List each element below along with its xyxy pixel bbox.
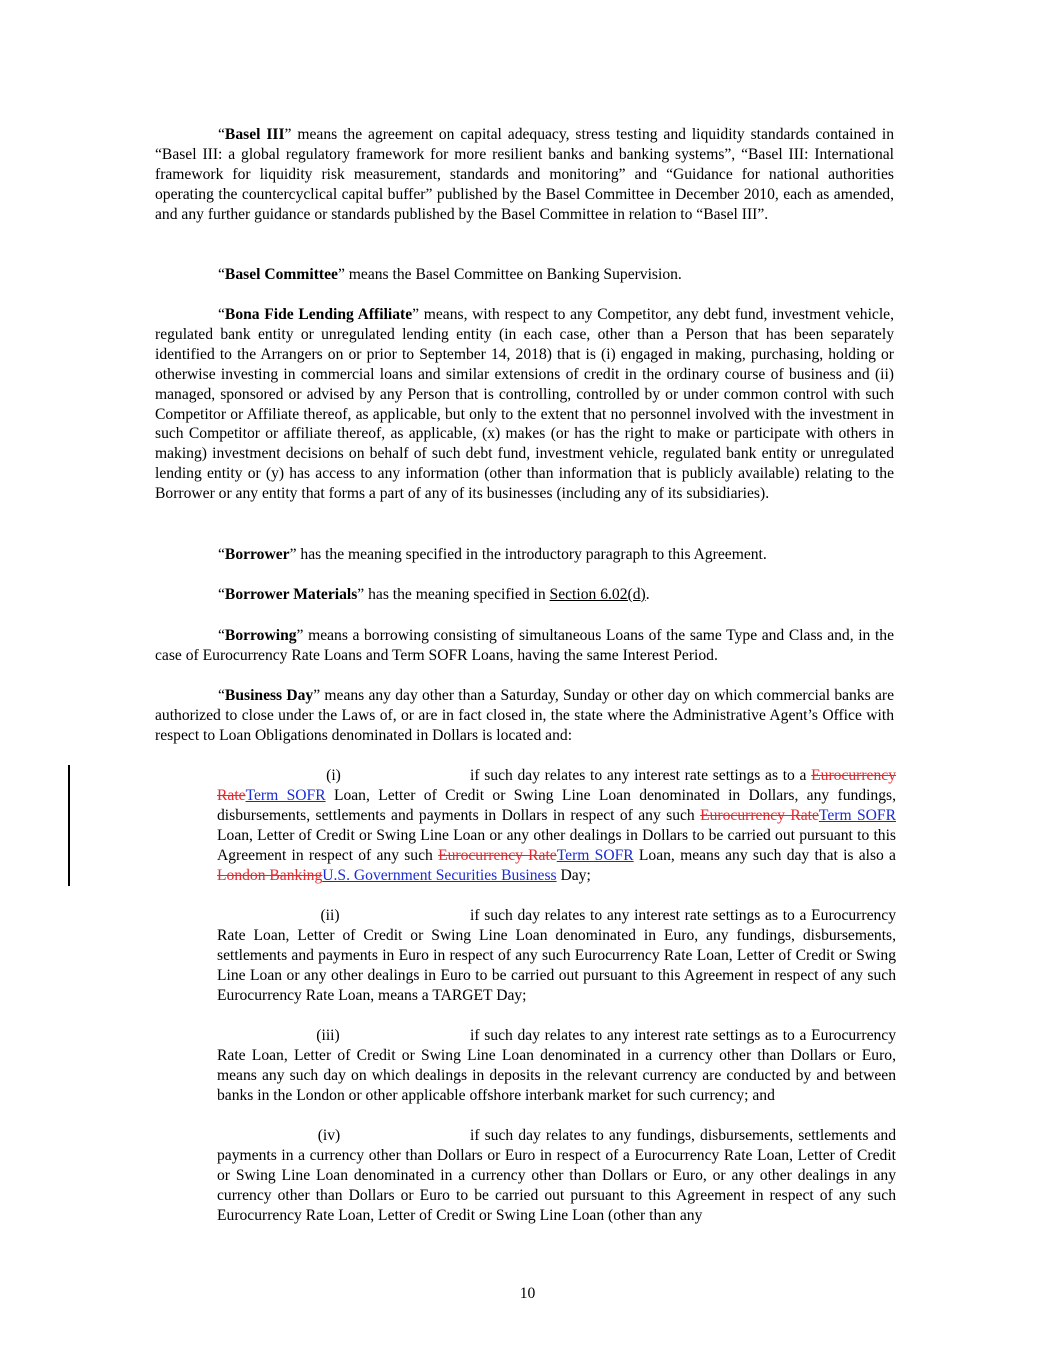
deleted-text: Eurocurrency Rate xyxy=(217,767,896,804)
inserted-text: Term SOFR xyxy=(556,846,634,864)
defined-term: Borrower xyxy=(224,546,290,563)
definition-text: ” means any day other than a Saturday, Sunday or other day on which commercial banks are authorized to close under the Laws of, or are in fact closed in, the state where the Administrative Agent’s Office with respect to Loan Obligations denominated in Dollars is located and: xyxy=(155,687,894,744)
clause-number: (iv) xyxy=(317,1127,341,1144)
defined-term: Basel Committee xyxy=(224,266,338,283)
definition-bona-fide-lending-affiliate: “Bona Fide Lending Affiliate” means, with respect to any Competitor, any debt fund, investment vehicle, regulated bank entity or unregulated lending entity (in each case, other than a Person that has been separately identified to the Arrangers on or prior to September 14, 2018) that is (i) engaged in making, purchasing, holding or otherwise investing in commercial loans and similar extensions of credit in the ordinary course of business and (ii) managed, sponsored or advised by any Person that is controlling, controlled by or under common control with such Competitor or Affiliate thereof, as applicable, but only to the extent that no personnel involved with the investment in such Competitor or affiliate thereof, as applicable, (x) makes (or has the right to make or participate with others in making) investment decisions on behalf of such debt fund, investment vehicle, regulated bank entity or unregulated lending entity or (y) has access to any information (other than information that is publicly available) relating to the Borrower or any entity that forms a part of any of its businesses (including any of its subsidiaries). xyxy=(155,306,894,503)
business-day-clause-ii: (ii) if such day relates to any interest rate settings as to a Eurocurrency Rate Loan, Letter of Credit or Swing Line Loan denominated in Euro, any fundings, disbursements, settlements and payments in Euro in respect of any such Eurocurrency Rate Loan, Letter of Credit or Swing Line Loan or any other dealings in Euro to be carried out pursuant to this Agreement in respect of any such Eurocurrency Rate Loan, means a TARGET Day; xyxy=(217,907,896,1004)
definition-text: ” means the agreement on capital adequacy, stress testing and liquidity standards contained in “Basel III: a global regulatory framework for more resilient banks and banking systems”, “Basel III: International framework for liquidity risk measurement, standards and monitoring” and “Guidance for national authorities operating the countercyclical capital buffer” published by the Basel Committee in December 2010, each as amended, and any further guidance or standards published by the Basel Committee in relation to “Basel III”. xyxy=(155,126,895,223)
defined-term: Borrower Materials xyxy=(224,586,358,603)
definition-basel-iii: “Basel III” means the agreement on capital adequacy, stress testing and liquidity standards contained in “Basel III: a global regulatory framework for more resilient banks and banking systems”, “Basel III: International framework for liquidity risk measurement, standards and monitoring” and “Guidance for national authorities operating the countercyclical capital buffer” published by the Basel Committee in December 2010, each as amended, and any further guidance or standards published by the Basel Committee in relation to “Basel III”. xyxy=(155,126,895,223)
definition-borrowing: “Borrowing” means a borrowing consisting of simultaneous Loans of the same Type and Class and, in the case of Eurocurrency Rate Loans and Term SOFR Loans, having the same Interest Period. xyxy=(155,627,894,664)
definition-text: ” means the Basel Committee on Banking Supervision. xyxy=(337,266,682,283)
deleted-text: London Banking xyxy=(217,866,323,884)
defined-term: Borrowing xyxy=(224,627,297,644)
business-day-clause-iv: (iv) if such day relates to any fundings, disbursements, settlements and payments in a currency other than Dollars or Euro in respect of a Eurocurrency Rate Loan, Letter of Credit or Swing Line Loan denominated in a currency other than Dollars or Euro, or any other dealings in any currency other than Dollars or Euro to be carried out pursuant to this Agreement in respect of any such Eurocurrency Rate Loan, Letter of Credit or Swing Line Loan (other than any xyxy=(217,1127,896,1224)
inserted-text: Term SOFR xyxy=(818,806,896,824)
inserted-text: U.S. Government Securities Business xyxy=(322,866,557,884)
clause-number: (i) xyxy=(326,767,341,784)
business-day-clause-i: (i) if such day relates to any interest rate settings as to a Eurocurrency RateTerm SOFR Loan, Letter of Credit or Swing Line Loan denominated in Dollars, any fundings, disbursements, settlements and payments in Dollars in respect of any such Eurocurrency RateTerm SOFR Loan, Letter of Credit or Swing Line Loan or any other dealings in Dollars to be carried out pursuant to this Agreement in respect of any such Eurocurrency RateTerm SOFR Loan, means any such day that is also a London BankingU.S. Government Securities Business Day; xyxy=(217,767,896,884)
definition-borrower-materials: “Borrower Materials” has the meaning specified in Section 6.02(d). xyxy=(218,586,650,603)
clause-number: (ii) xyxy=(320,907,340,924)
definition-basel-committee: “Basel Committee” means the Basel Committee on Banking Supervision. xyxy=(218,266,682,283)
inserted-text: Term SOFR xyxy=(245,786,326,804)
defined-term: Business Day xyxy=(224,687,314,704)
definition-text: ” has the meaning specified in xyxy=(357,586,550,603)
deleted-text: Eurocurrency Rate xyxy=(438,846,557,864)
defined-term: Bona Fide Lending Affiliate xyxy=(224,306,413,323)
definition-text: ” means, with respect to any Competitor, any debt fund, investment vehicle, regulated bank entity or unregulated lending entity (in each case, other than a Person that has been separately identified to the Arrangers on or prior to September 14, 2018) that is (i) engaged in making, purchasing, holding or otherwise investing in commercial loans and similar extensions of credit in the ordinary course of business and (ii) managed, sponsored or advised by any Person that is controlling, controlled by or under common control with such Competitor or Affiliate thereof, as applicable, but only to the extent that no personnel involved with the investment in such Competitor or affiliate thereof, as applicable, (x) makes (or has the right to make or participate with others in making) investment decisions on behalf of such debt fund, investment vehicle, regulated bank entity or unregulated lending entity or (y) has access to any information (other than information that is publicly available) relating to the Borrower or any entity that forms a part of any of its businesses (including any of its subsidiaries). xyxy=(155,306,894,503)
page-number: 10 xyxy=(519,1285,536,1302)
definition-text: ” has the meaning specified in the introductory paragraph to this Agreement. xyxy=(289,546,767,563)
deleted-text: Eurocurrency Rate xyxy=(700,806,819,824)
definition-borrower: “Borrower” has the meaning specified in the introductory paragraph to this Agreement. xyxy=(218,546,767,563)
definition-business-day: “Business Day” means any day other than a Saturday, Sunday or other day on which commercial banks are authorized to close under the Laws of, or are in fact closed in, the state where the Administrative Agent’s Office with respect to Loan Obligations denominated in Dollars is located and: xyxy=(155,687,894,744)
business-day-clause-iii: (iii) if such day relates to any interest rate settings as to a Eurocurrency Rate Loan, Letter of Credit or Swing Line Loan denominated in a currency other than Dollars or Euro, means any such day on which dealings in deposits in the relevant currency are conducted by and between banks in the London or other applicable offshore interbank market for such currency; and xyxy=(217,1027,896,1104)
definition-text: ” means a borrowing consisting of simultaneous Loans of the same Type and Class and, in the case of Eurocurrency Rate Loans and Term SOFR Loans, having the same Interest Period. xyxy=(155,627,894,664)
section-reference-link[interactable]: Section 6.02(d) xyxy=(549,586,646,603)
defined-term: Basel III xyxy=(224,126,285,143)
revision-change-bar xyxy=(68,765,70,886)
clause-number: (iii) xyxy=(316,1027,340,1044)
